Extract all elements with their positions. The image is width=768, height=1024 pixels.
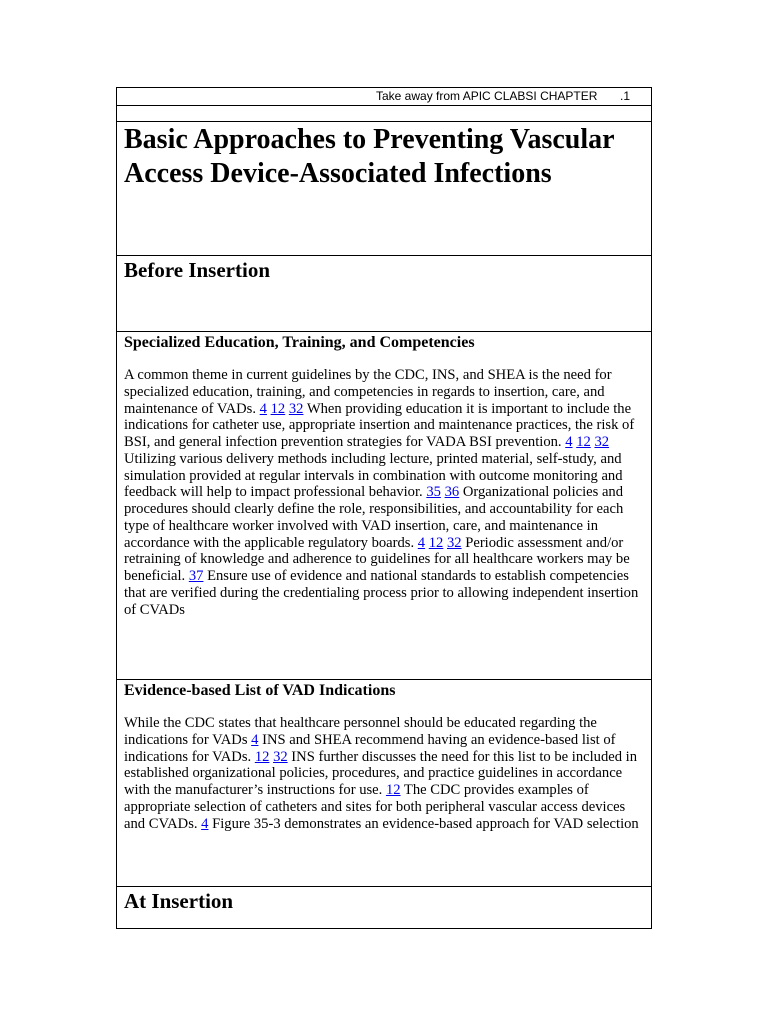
reference-link-4[interactable]: 4 <box>201 815 209 832</box>
document-table <box>116 87 652 929</box>
reference-link-32[interactable]: 32 <box>446 534 462 551</box>
at-insertion-heading: At Insertion <box>124 889 234 913</box>
title-cell <box>117 122 651 256</box>
paragraph-text: A common theme in current guidelines by the CDC, INS, and SHEA is the need for specialized education, training, and competencies in regards to insertion, care, and maintenance of VADs. <box>124 367 612 417</box>
reference-link-12[interactable]: 12 <box>270 400 286 417</box>
reference-link-12[interactable]: 12 <box>385 782 401 798</box>
reference-link-12[interactable]: 12 <box>576 434 591 450</box>
reference-link-12[interactable]: 12 <box>254 748 270 765</box>
reference-link-4[interactable]: 4 <box>259 400 267 417</box>
running-header-text: Take away from APIC CLABSI CHAPTER <box>376 89 598 103</box>
spacer-row <box>117 106 651 122</box>
vad-indications-section <box>117 680 651 887</box>
paragraph-text: Ensure use of evidence and national standards to establish competencies that are verified during the credentialing process prior to allowing independent insertion of CVADs <box>124 568 639 618</box>
education-paragraph <box>124 367 644 618</box>
education-section <box>117 332 651 680</box>
reference-link-32[interactable]: 32 <box>594 434 610 450</box>
reference-link-35[interactable]: 35 <box>426 484 441 501</box>
before-insertion-cell <box>117 256 651 332</box>
paragraph-text: The CDC provides examples of appropriate selection of catheters and sites for both peripheral vascular access devices and CVADs. <box>124 782 626 832</box>
paragraph-text: INS further discusses the need for this list to be included in established organizational policies, procedures, and practice guidelines in accordance with the manufacturer’s instructions for use. <box>124 748 638 798</box>
paragraph-text: Organizational policies and procedures should clearly define the role, responsibilities, and accountability for each type of healthcare worker involved with VAD insertion, care, and maintenance in accordance with the applicable regulatory boards. <box>124 484 624 551</box>
reference-link-32[interactable]: 32 <box>288 400 304 417</box>
vad-indications-paragraph <box>124 715 644 832</box>
running-header <box>117 88 651 106</box>
reference-link-12[interactable]: 12 <box>428 534 444 551</box>
reference-link-4[interactable]: 4 <box>565 434 573 450</box>
paragraph-text: Utilizing various delivery methods including lecture, printed material, self-study, and simulation provided at regular intervals in combination with outcome monitoring and feedback will help to impact professional behavior. <box>124 450 623 501</box>
paragraph-text: INS and SHEA recommend having an evidence-based list of indications for VADs. <box>124 731 616 765</box>
reference-link-37[interactable]: 37 <box>188 568 204 584</box>
reference-link-32[interactable]: 32 <box>273 748 288 765</box>
page-number: .1 <box>620 89 631 103</box>
reference-link-4[interactable]: 4 <box>417 534 426 551</box>
reference-link-36[interactable]: 36 <box>444 484 460 501</box>
reference-link-4[interactable]: 4 <box>251 731 259 748</box>
paragraph-text: When providing education it is important to include the indications for catheter use, appropriate insertion and maintenance practices, the risk of BSI, and general infection prevention strategies for VADA BSI prevention. <box>124 400 635 450</box>
paragraph-text: While the CDC states that healthcare personnel should be educated regarding the indications for VADs <box>124 715 597 748</box>
page-title: Basic Approaches to Preventing Vascular Access Device-Associated Infections <box>124 124 615 189</box>
education-heading: Specialized Education, Training, and Competencies <box>124 334 475 351</box>
before-insertion-heading: Before Insertion <box>124 258 271 282</box>
at-insertion-cell <box>117 887 651 928</box>
paragraph-text: Figure 35-3 demonstrates an evidence-based approach for VAD selection <box>208 815 639 832</box>
vad-indications-heading: Evidence-based List of VAD Indications <box>124 682 396 699</box>
paragraph-text: Periodic assessment and/or retraining of knowledge and adherence to guidelines for all healthcare workers may be beneficial. <box>124 534 630 584</box>
